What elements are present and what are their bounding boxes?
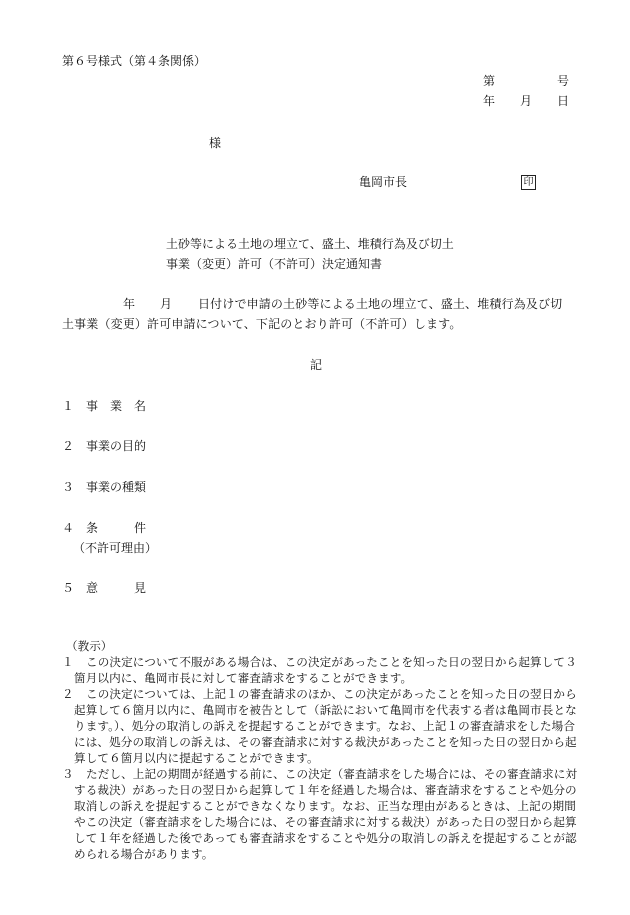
item-4-number: ４ <box>62 521 75 535</box>
item-3-number: ３ <box>62 480 75 494</box>
note-3-text: ただし、上記の期間が経過する前に、この決定（審査請求をした場合には、その審査請求に対する裁決）があった日の翌日から起算して１年を経過した場合は、審査請求をすることや処分の取消しの訴えを提起することができなくなります。なお、正当な理由があるときは、上記の期間やこの決定（審査請求をした場合には、その審査請求に対する裁決）があった日の翌日から起算して１年を経過した後であっても審査請求をすることや処分の取消しの訴えを提起することが認められる場合があります。 <box>74 767 578 861</box>
addressee-suffix: 様 <box>209 136 222 150</box>
item-4-label: 条 件 <box>86 521 147 535</box>
body-month: 月 <box>160 297 173 311</box>
item-4-sublabel: （不許可理由） <box>73 541 158 555</box>
item-3-label: 事業の種類 <box>86 480 147 494</box>
item-5-number: ５ <box>62 581 75 595</box>
note-2-number: ２ <box>62 687 74 701</box>
item-5-label: 意 見 <box>86 581 147 595</box>
item-2-number: ２ <box>62 439 75 453</box>
note-3-number: ３ <box>62 767 74 781</box>
item-1-number: １ <box>62 399 75 413</box>
body-line-1: 日付けで申請の土砂等による土地の埋立て、盛土、堆積行為及び切 <box>198 297 563 311</box>
instruction-notes <box>62 638 582 862</box>
number-prefix: 第 <box>483 74 496 88</box>
notes-heading: （教示） <box>66 639 113 653</box>
note-1-number: １ <box>62 655 74 669</box>
note-1-text: この決定について不服がある場合は、この決定があったことを知った日の翌日から起算して３箇月以内に、亀岡市長に対して審査請求をすることができます。 <box>74 655 577 685</box>
body-year: 年 <box>123 297 136 311</box>
title-line-2: 事業（変更）許可（不許可）決定通知書 <box>166 257 383 271</box>
seal-mark: 印 <box>521 175 536 190</box>
note-2-text: この決定については、上記１の審査請求のほか、この決定があったことを知った日の翌日から起算して６箇月以内に、亀岡市を被告として（訴訟において亀岡市を代表する者は亀岡市長となります。）、処分の取消しの訴えを提起することができます。なお、上記１の審査請求をした場合には、処分の取消しの訴えは、その審査請求に対する裁決があったことを知った日の翌日から起算して６箇月以内に提起することができます。 <box>74 687 577 765</box>
number-suffix: 号 <box>557 74 570 88</box>
date-month: 月 <box>520 94 533 108</box>
form-label: 第６号様式（第４条関係） <box>62 54 207 68</box>
date-day: 日 <box>557 94 570 108</box>
issuer-name: 亀岡市長 <box>359 175 408 189</box>
item-2-label: 事業の目的 <box>86 439 147 453</box>
date-year: 年 <box>483 94 496 108</box>
item-1-label: 事 業 名 <box>86 399 147 413</box>
body-line-2: 土事業（変更）許可申請について、下記のとおり許可（不許可）します。 <box>62 317 462 331</box>
note-item <box>62 766 582 862</box>
note-item <box>62 686 582 766</box>
title-line-1: 土砂等による土地の埋立て、盛土、堆積行為及び切土 <box>166 237 454 251</box>
ki-heading: 記 <box>310 358 323 372</box>
note-item <box>62 654 582 686</box>
